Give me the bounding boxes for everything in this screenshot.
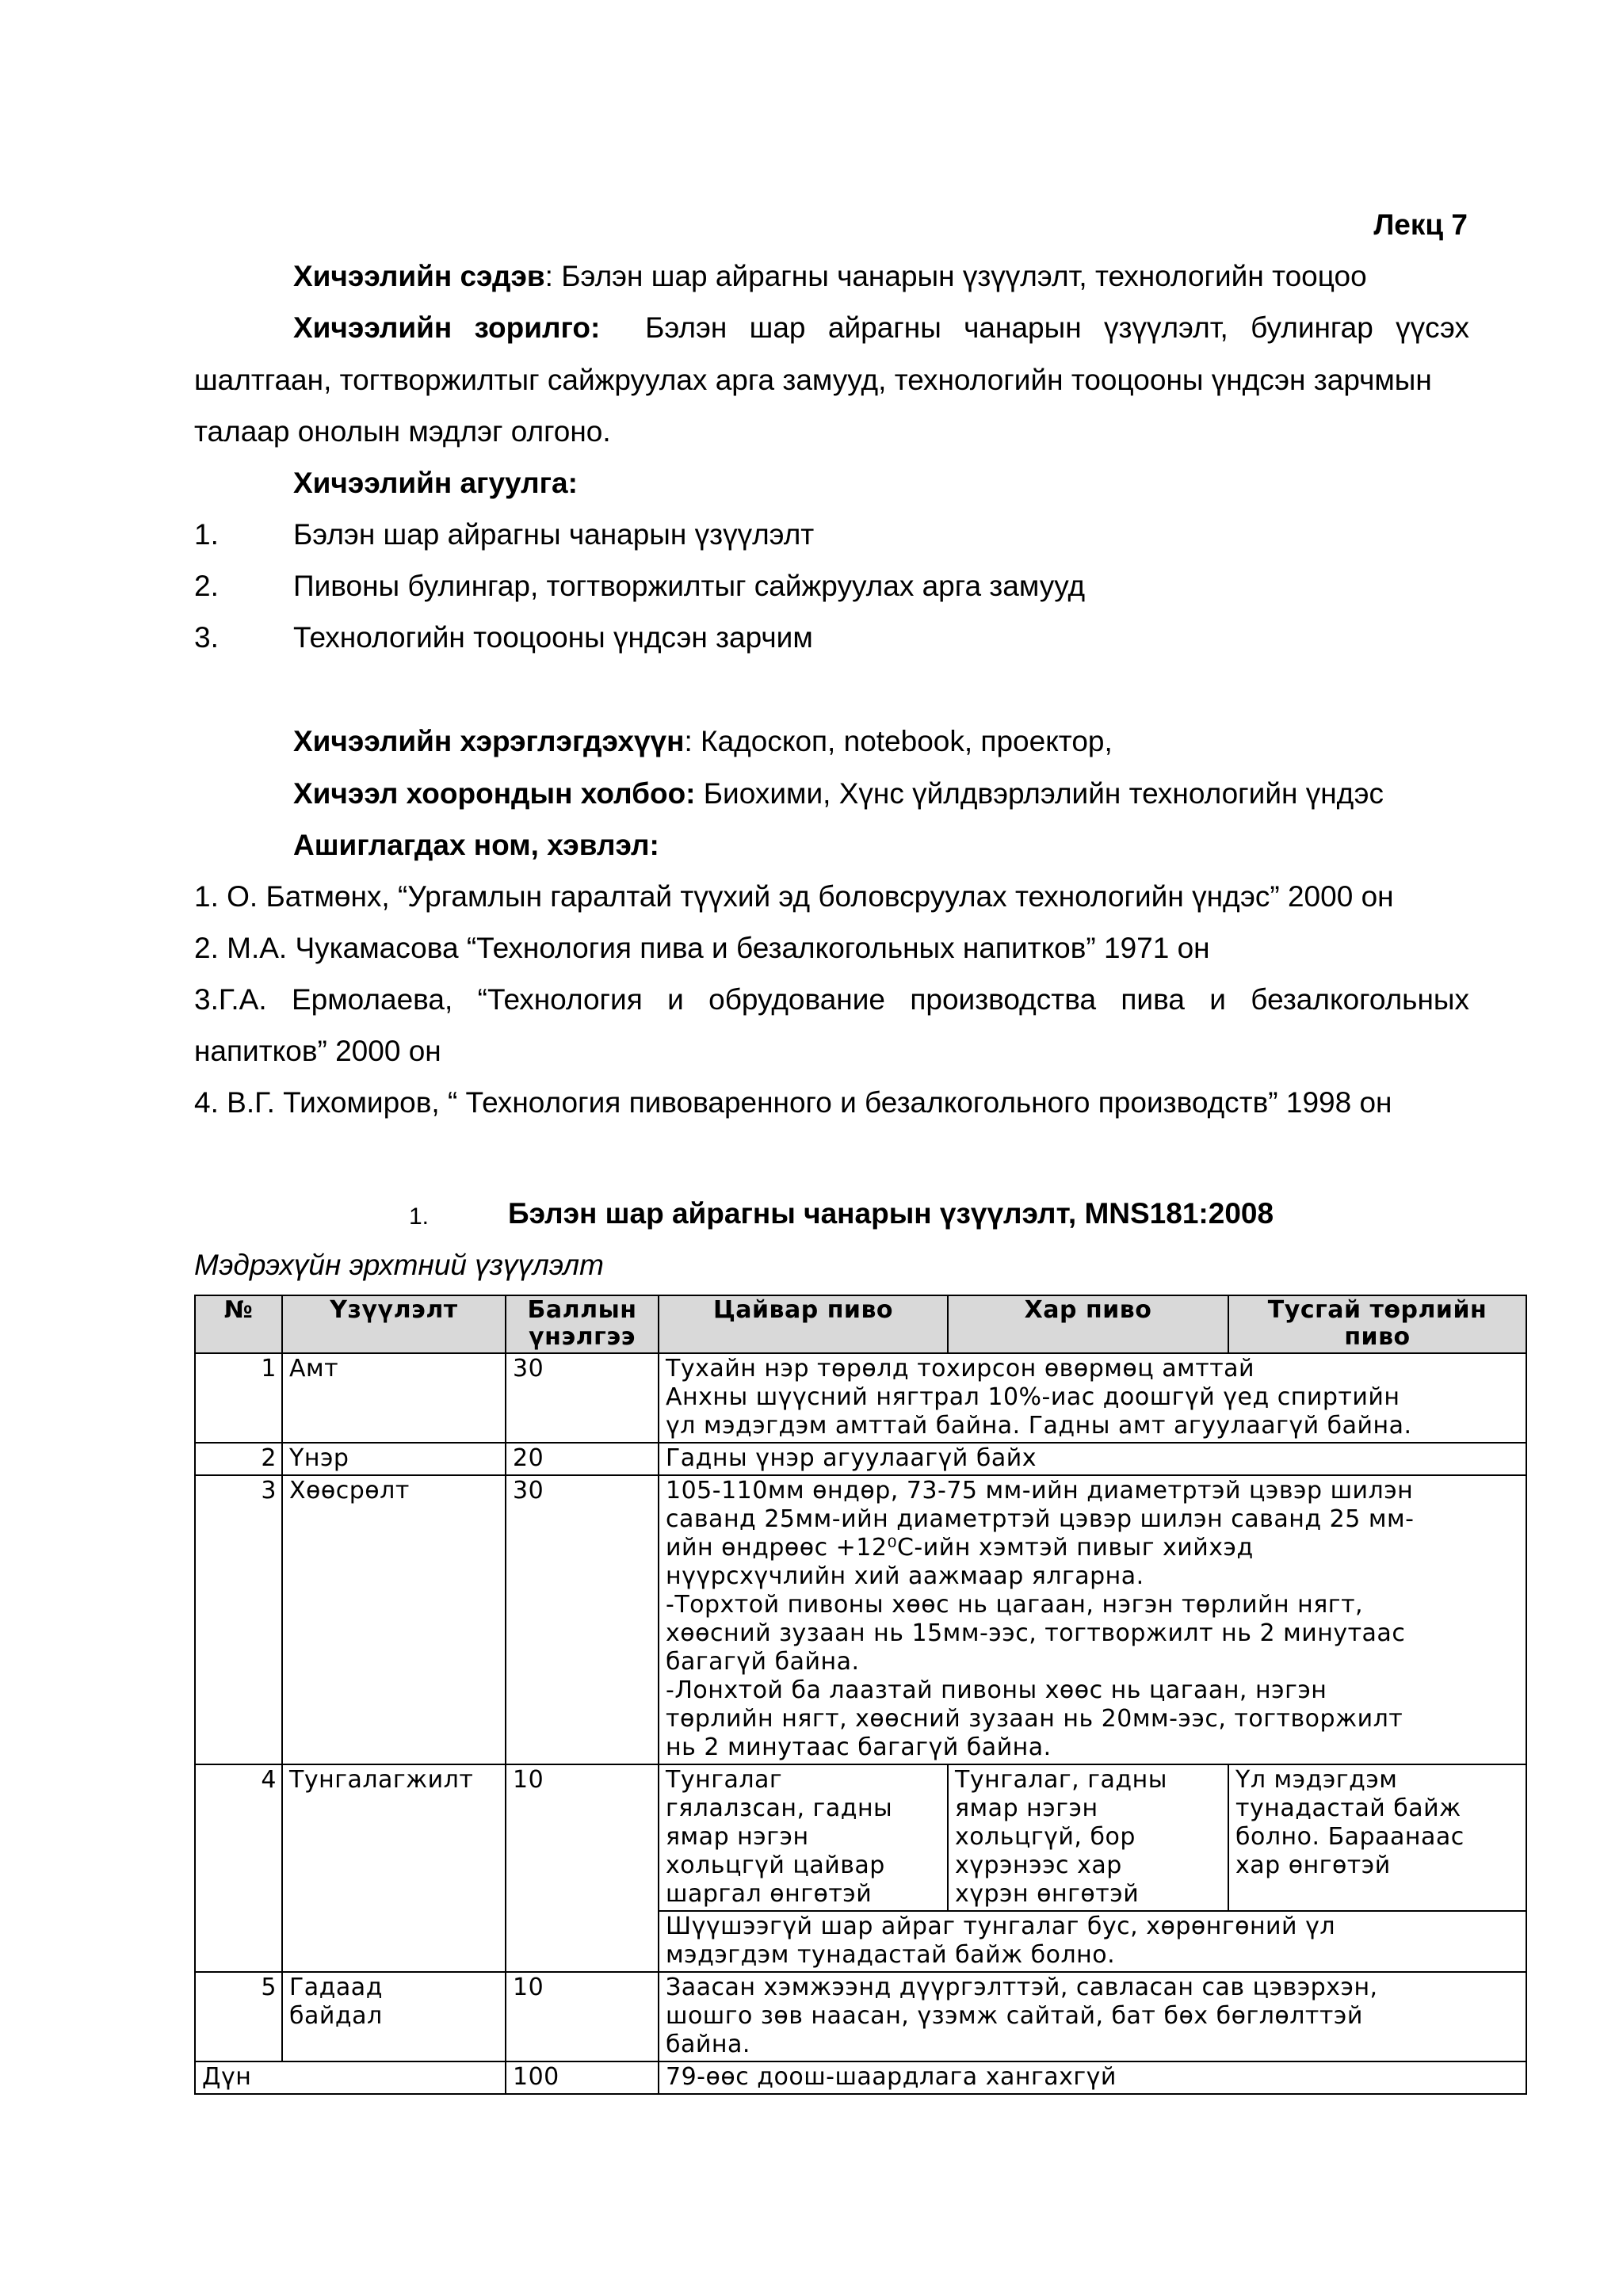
goal-line-1 [293,311,1469,345]
header-score-line-2: үнэлгээ [529,1323,636,1351]
row-clarity-light-line-3: ямар нэгэн [666,1823,809,1851]
row-smell-desc [659,1443,1526,1475]
section-title: Бэлэн шар айрагны чанарын үзүүлэлт, MNS181:2008 [508,1197,1274,1230]
row-total-name: Дүн [195,2061,506,2094]
row-clarity-special-line-2: тунадастай байж [1235,1794,1461,1822]
topic-text: : Бэлэн шар айрагны чанарын үзүүлэлт, технологийн тооцоо [544,260,1367,292]
reference-1: 1. О. Батмөнх, “Ургамлын гаралтай түүхий эд боловсруулах технологийн үндэс” 2000 он [194,880,1394,913]
row-foam-score: 30 [506,1475,659,1764]
row-total-score: 100 [506,2061,659,2094]
table-subtitle: Мэдрэхүйн эрхтний үзүүлэлт [194,1249,604,1281]
equipment-label: Хичээлийн хэрэглэгдэхүүн [293,725,685,757]
row-foam-line-3: ийн өндрөөс +12⁰С-ийн хэмтэй пивыг хийхэд [666,1534,1254,1562]
row-clarity-light [659,1764,948,1911]
row-clarity-light-line-5: шаргал өнгөтэй [666,1880,873,1908]
row-taste-line-1: Тухайн нэр төрөлд тохирсон өвөрмөц амттай [666,1355,1255,1383]
content-item-3-num: 3. [194,621,219,654]
header-special-line-2: пиво [1344,1323,1411,1351]
row-clarity-light-line-4: хольцгүй цайвар [666,1852,885,1879]
row-taste-name: Амт [282,1353,506,1443]
row-clarity-special-line-4: хар өнгөтэй [1235,1852,1391,1879]
row-foam-no: 3 [195,1475,282,1764]
row-foam-line-6: хөөсний зузаан нь 15мм-ээс, тогтворжилт нь 2 минутаас [666,1619,1406,1647]
content-label: Хичээлийн агуулга: [293,467,578,499]
reference-2: 2. М.А. Чукамасова “Технология пива и безалкогольных напитков” 1971 он [194,932,1210,964]
row-foam-line-8: -Лонхтой ба лаазтай пивоны хөөс нь цагаан, нэгэн [666,1676,1327,1704]
row-appearance-line-2: шошго зөв наасан, үзэмж сайтай, бат бөх бөглөлттэй [666,2002,1363,2030]
row-smell-name: Үнэр [282,1443,506,1475]
reference-4: 4. В.Г. Тихомиров, “ Технология пивоваренного и безалкогольного производств” 1998 он [194,1086,1392,1119]
row-smell-score: 20 [506,1443,659,1475]
relations-label: Хичээл хоорондын холбоо: [293,777,696,810]
row-clarity-dark-line-1: Тунгалаг, гадны [955,1766,1167,1794]
row-foam-desc [659,1475,1526,1764]
section-number: 1. [409,1203,430,1230]
table-row-clarity [195,1764,1526,1911]
row-clarity-dark-line-2: ямар нэгэн [955,1794,1098,1822]
equipment-text: : Кадоскоп, notebook, проектор, [684,725,1113,757]
goal-text-1: Бэлэн шар айрагны чанарын үзүүлэлт, булингар үүсэх [645,311,1470,344]
row-taste-desc [659,1353,1526,1443]
row-foam-line-1: 105-110мм өндөр, 73-75 мм-ийн диаметртэй цэвэр шилэн [666,1477,1414,1505]
row-appearance-score: 10 [506,1972,659,2061]
row-clarity-score: 10 [506,1764,659,1972]
lecture-number: Лекц 7 [1373,208,1468,241]
row-clarity-no: 4 [195,1764,282,1972]
row-clarity-light-line-1: Тунгалаг [666,1766,783,1794]
topic-label: Хичээлийн сэдэв [293,260,545,292]
header-score [506,1295,659,1353]
reference-3: 3.Г.А. Ермолаева, “Технология и обрудование производства пива и безалкогольных [194,983,1469,1016]
row-clarity-special-line-1: Үл мэдэгдэм [1235,1766,1398,1794]
table-row-total [195,2061,1526,2094]
row-appearance-no: 5 [195,1972,282,2061]
goal-label: Хичээлийн зорилго: [293,311,601,344]
table-row-foam [195,1475,1526,1764]
relations-line [293,776,1384,811]
row-appearance-name-line-1: Гадаад [289,1974,383,2001]
row-clarity-name: Тунгалагжилт [282,1764,506,1972]
header-special-line-1: Тусгай төрлийн [1267,1296,1487,1324]
reference-3-cont: напитков” 2000 он [194,1035,441,1067]
row-clarity-dark [948,1764,1228,1911]
header-no: № [195,1295,282,1353]
row-foam-line-7: багагүй байна. [666,1648,860,1676]
topic-line [293,259,1367,294]
row-foam-line-10: нь 2 минутаас багагүй байна. [666,1733,1052,1761]
row-taste-line-2: Анхны шүүсний нягтрал 10%-иас доошгүй үед спиртийн [666,1383,1400,1411]
row-foam-line-2: саванд 25мм-ийн диаметртэй цэвэр шилэн саванд 25 мм- [666,1505,1415,1533]
quality-table [194,1295,1527,2095]
table-row-taste [195,1353,1526,1443]
goal-line-2: шалтгаан, тогтворжилтыг сайжруулах арга замууд, технологийн тооцооны үндсэн зарчмын [194,364,1432,396]
row-appearance-name [282,1972,506,2061]
header-indicator: Үзүүлэлт [282,1295,506,1353]
row-foam-line-5: -Торхтой пивоны хөөс нь цагаан, нэгэн төрлийн нягт, [666,1591,1364,1619]
content-item-2-text: Пивоны булингар, тогтворжилтыг сайжруулах арга замууд [293,570,1086,602]
row-foam-line-9: төрлийн нягт, хөөсний зузаан нь 20мм-ээс, тогтворжилт [666,1705,1403,1733]
row-smell-no: 2 [195,1443,282,1475]
row-taste-score: 30 [506,1353,659,1443]
row-clarity-dark-line-3: хольцгүй, бор [955,1823,1136,1851]
row-appearance-name-line-2: байдал [289,2002,383,2030]
row-clarity-note [659,1911,1526,1972]
relations-text: Биохими, Хүнс үйлдвэрлэлийн технологийн үндэс [695,777,1384,810]
content-item-1-text: Бэлэн шар айрагны чанарын үзүүлэлт [293,518,815,551]
row-clarity-dark-line-4: хүрэнээс хар [955,1852,1122,1879]
row-appearance-desc [659,1972,1526,2061]
content-item-2-num: 2. [194,570,219,602]
row-taste-no: 1 [195,1353,282,1443]
row-clarity-special [1228,1764,1526,1911]
references-label: Ашиглагдах ном, хэвлэл: [293,829,659,861]
header-score-line-1: Баллын [527,1296,637,1324]
row-total-desc: 79-өөс доош-шаардлага хангахгүй [659,2061,1526,2094]
header-dark-beer: Хар пиво [948,1295,1228,1353]
row-foam-name: Хөөсрөлт [282,1475,506,1764]
row-clarity-light-line-2: гялалзсан, гадны [666,1794,893,1822]
row-appearance-line-3: байна. [666,2031,750,2058]
goal-line-3: талаар онолын мэдлэг олгоно. [194,415,611,448]
row-taste-line-3: үл мэдэгдэм амттай байна. Гадны амт агуулаагүй байна. [666,1412,1412,1440]
table-header-row [195,1295,1526,1353]
content-item-1-num: 1. [194,518,219,551]
equipment-line [293,724,1113,759]
header-light-beer: Цайвар пиво [659,1295,948,1353]
row-smell-line-1: Гадны үнэр агуулаагүй байх [666,1444,1037,1472]
row-clarity-note-line-1: Шүүшээгүй шар айраг тунгалаг бус, хөрөнгөний үл [666,1913,1336,1940]
row-clarity-dark-line-5: хүрэн өнгөтэй [955,1880,1140,1908]
content-item-3-text: Технологийн тооцооны үндсэн зарчим [293,621,813,654]
row-appearance-line-1: Заасан хэмжээнд дүүргэлттэй, савласан сав цэвэрхэн, [666,1974,1378,2001]
table-row-appearance [195,1972,1526,2061]
row-clarity-special-line-3: болно. Бараанаас [1235,1823,1465,1851]
header-special-beer [1228,1295,1526,1353]
row-foam-line-4: нүүрсхүчлийн хий аажмаар ялгарна. [666,1562,1144,1590]
row-clarity-note-line-2: мэдэгдэм тунадастай байж болно. [666,1941,1116,1969]
table-row-smell [195,1443,1526,1475]
